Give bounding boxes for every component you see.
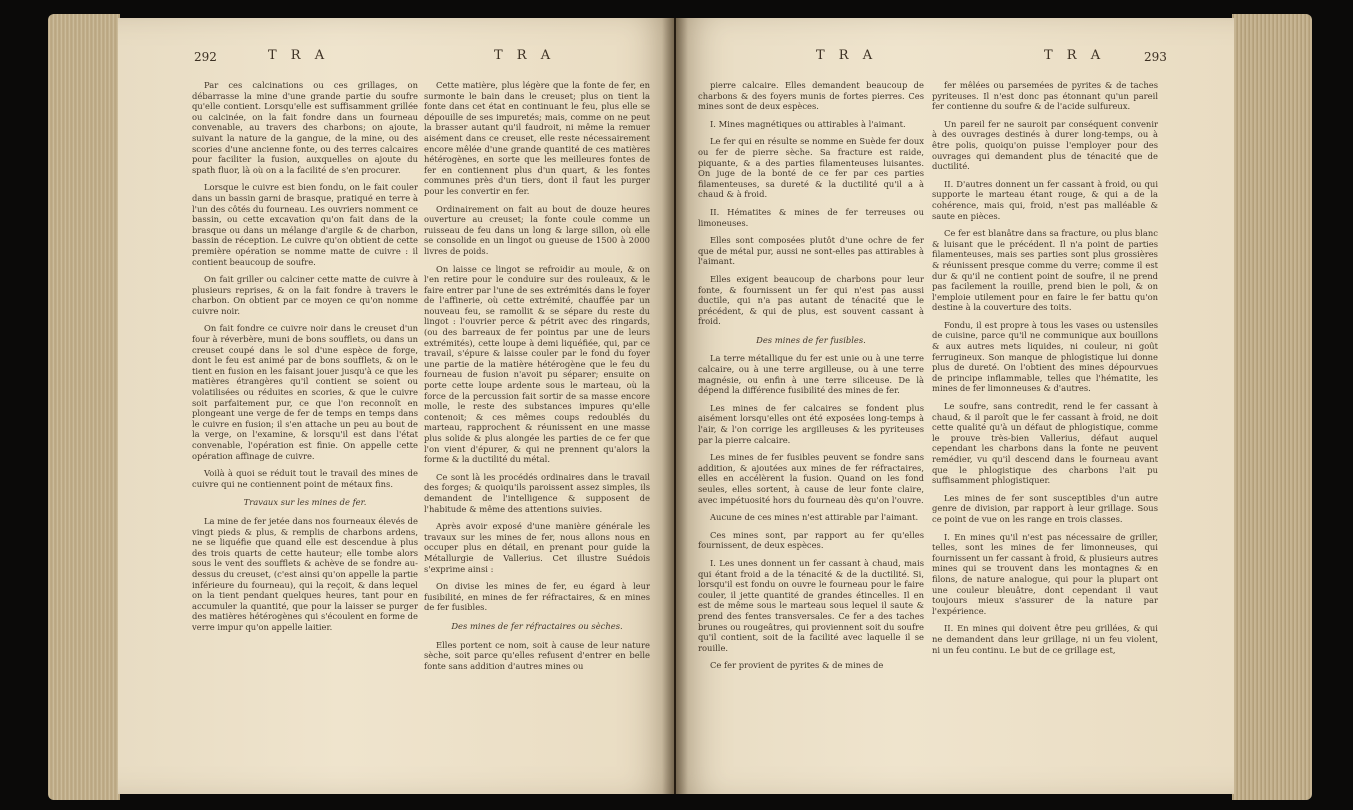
paragraph: Ce fer est blanâtre dans sa fracture, ou plus blanc & luisant que le précédent. Il n'a point de parties filamenteuses, mais ses parties sont plus grossières & réunissent presque comme du verre; comme il est dur & qu'il ne contient point de soufre, il ne prend pas facilement la rouille, prend bien le poli, & on l'emploie utilement pour en faire le fer battu qu'on destine à la couverture des toits. bbox=[932, 228, 1158, 313]
running-head: T R A bbox=[1044, 48, 1106, 63]
paragraph: Fondu, il est propre à tous les vases ou ustensiles de cuisine, parce qu'il ne communique aux bouillons & aux autres mets liquides, ni couleur, ni goût ferrugineux. Son manque de phlogistique lui donne plus de dureté. On l'obtient des mines dépourvues de principe inflammable, telles que l'hématite, les mines de fer limonneuses & d'autres. bbox=[932, 319, 1158, 394]
section-heading: Des mines de fer réfractaires ou sèches. bbox=[451, 620, 623, 631]
left-page bbox=[118, 18, 674, 794]
paragraph: pierre calcaire. Elles demandent beaucoup de charbons & des foyers munis de fortes pierres. Ces mines sont de deux espèces. bbox=[698, 80, 924, 112]
section-heading: Travaux sur les mines de fer. bbox=[243, 497, 367, 508]
running-head: T R A bbox=[494, 48, 556, 63]
paragraph: On divise les mines de fer, eu égard à leur fusibilité, en mines de fer réfractaires, & en mines de fer fusibles. bbox=[424, 581, 650, 613]
paragraph: Ce fer provient de pyrites & de mines de bbox=[710, 660, 884, 671]
paragraph: I. Les unes donnent un fer cassant à chaud, mais qui étant froid a de la ténacité & de la ductilité. Si, lorsqu'il est fondu on ouvre le fourneau pour le faire couler, il jette quantité de grandes étincelles. Il en est de même sous le marteau sous lequel il saute & prend des fentes transversales. Ce fer a des taches brunes ou rougeâtres, qui proviennent soit du soufre qu'il contient, soit de la facilité avec laquelle il se rouille. bbox=[698, 557, 924, 653]
page-number: 293 bbox=[1144, 50, 1167, 64]
paragraph: Elles sont composées plutôt d'une ochre de fer que de métal pur, aussi ne sont-elles pas attirables à l'aimant. bbox=[698, 235, 924, 267]
paragraph: Ce sont là les procédés ordinaires dans le travail des forges; & quoiqu'ils paroissent assez simples, ils demandent de l'intelligence & supposent de l'habitude & même des attentions suivies. bbox=[424, 471, 650, 514]
paragraph: Elles exigent beaucoup de charbons pour leur fonte, & fournissent un fer qui n'est pas aussi ductile, qui n'a pas autant de ténacité que le précédent, & qui de plus, est souvent cassant à froid. bbox=[698, 273, 924, 327]
text-column-1 bbox=[698, 80, 924, 780]
paragraph: fer mêlées ou parsemées de pyrites & de taches pyriteuses. Il n'est donc pas étonnant qu'un pareil fer contienne du soufre & de l'acide sulfureux. bbox=[932, 80, 1158, 112]
paragraph: On fait griller ou calciner cette matte de cuivre à plusieurs reprises, & on la fait fondre à travers le charbon. On obtient par ce moyen ce qu'on nomme cuivre noir. bbox=[192, 274, 418, 316]
paragraph: II. Hématites & mines de fer terreuses ou limoneuses. bbox=[698, 206, 924, 228]
running-head: T R A bbox=[816, 48, 878, 63]
paragraph: Voilà à quoi se réduit tout le travail des mines de cuivre qui ne contiennent point de métaux fins. bbox=[192, 468, 418, 489]
paragraph: Cette matière, plus légère que la fonte de fer, en surmonte le bain dans le creuset; plus on tient la fonte dans cet état en continuant le feu, plus elle se dépouille de ses impuretés; mais, comme on ne peut la brasser autant qu'il faudroit, ni même la remuer aisément dans ce creuset, elle reste nécessairement encore mêlée d'une grande quantité de ces matières hétérogènes, en sorte que les meilleures fontes de fer en contiennent plus d'un quart, & les fontes communes près d'un tiers, dont il faut les purger pour les convertir en fer. bbox=[424, 80, 650, 196]
paragraph: Ordinairement on fait au bout de douze heures ouverture au creuset; la fonte coule comme un ruisseau de feu dans un long & large sillon, où elle se consolide en un lingot ou gueuse de 1500 à 2000 livres de poids. bbox=[424, 203, 650, 256]
paragraph: Lorsque le cuivre est bien fondu, on le fait couler dans un bassin garni de brasque, pratiqué en terre à l'un des côtés du fourneau. Les ouvriers nomment ce bassin, ou cette excavation qu'on fait dans de la brasque ou dans un mélange d'argile & de charbon, bassin de réception. Le cuivre qu'on obtient de cette première opération se nomme matte de cuivre : il contient beaucoup de soufre. bbox=[192, 182, 418, 267]
book-gutter bbox=[662, 18, 688, 794]
section-heading: Des mines de fer fusibles. bbox=[756, 334, 866, 345]
paragraph: On laisse ce lingot se refroidir au moule, & on l'en retire pour le conduire sur des rouleaux, & le faire entrer par l'une de ses extrémités dans le foyer de l'affinerie, où cette extrémité, chauffée par un nouveau feu, se ramollit & se sépare du reste du lingot : l'ouvrier perce & pétrit avec des ringards, (ou des barreaux de fer pointus par une de leurs extrémités), cette loupe à demi liquéfiée, qui, par ce travail, s'épure & laisse couler par le fond du foyer une partie de la matière hétérogène que le feu du fourneau de fusion n'avoit pu séparer; ensuite on porte cette loupe ardente sous le marteau, où la force de la percussion fait sortir de sa masse encore molle, le reste des substances impures qu'elle contenoit; & ces mêmes coups redoublés du marteau, rapprochent & réunissent en une masse plus solide & plus alongée les parties de ce fer que l'on vient d'épurer, & qui ne prennent qu'alors la forme & la ductilité du métal. bbox=[424, 263, 650, 465]
text-column-2 bbox=[932, 80, 1158, 780]
right-page bbox=[676, 18, 1234, 794]
paragraph: Les mines de fer calcaires se fondent plus aisément lorsqu'elles ont été exposées long-temps à l'air, & l'on corrige les argilleuses & les pyriteuses par la pierre calcaire. bbox=[698, 402, 924, 445]
paragraph: La terre métallique du fer est unie ou à une terre calcaire, ou à une terre argilleuse, ou à une terre magnésie, ou enfin à une terre siliceuse. De là dépend la différence fusibilité des mines de fer. bbox=[698, 353, 924, 396]
paragraph: Aucune de ces mines n'est attirable par l'aimant. bbox=[710, 512, 919, 523]
paragraph: Les mines de fer sont susceptibles d'un autre genre de division, par rapport à leur grillage. Sous ce point de vue on les range en trois classes. bbox=[932, 492, 1158, 524]
paragraph: I. Mines magnétiques ou attirables à l'aimant. bbox=[710, 118, 906, 129]
text-column-1 bbox=[192, 80, 418, 780]
paragraph: Le soufre, sans contredit, rend le fer cassant à chaud, & il paroît que le fer cassant à froid, ne doit cette qualité qu'à un défaut de phlogistique, comme le prouve très-bien Vallerius, défaut auquel cependant les charbons dans la fonte ne peuvent remédier, vu qu'il descend dans le fourneau avant que le phlogistique des charbons l'ait pu suffisamment phlogistiquer. bbox=[932, 401, 1158, 486]
paragraph: Un pareil fer ne sauroit par conséquent convenir à des ouvrages destinés à durer long-temps, ou à être polis, quoiqu'on puisse l'employer pour des ouvrages qui demandent plus de ténacité que de ductilité. bbox=[932, 118, 1158, 172]
paragraph: Ces mines sont, par rapport au fer qu'elles fournissent, de deux espèces. bbox=[698, 529, 924, 551]
paragraph: On fait fondre ce cuivre noir dans le creuset d'un four à réverbère, muni de bons soufflets, ou dans un creuset coupé dans le sol d'une espèce de forge, dont le feu est animé par de bons soufflets, & on le tient en fusion en les faisant jouer jusqu'à ce que les matières étrangères qu'il contient se soient ou volatilisées ou réduites en scories, & que le cuivre soit parfaitement pur, ce que l'on reconnoît en plongeant une verge de fer de temps en temps dans le cuivre en fusion; il s'en attache un peu au bout de la verge, on l'examine, & lorsqu'il est dans l'état convenable, l'opération est finie. On appelle cette opération affinage de cuivre. bbox=[192, 323, 418, 461]
paragraph: La mine de fer jetée dans nos fourneaux élevés de vingt pieds & plus, & remplis de charbons ardens, ne se liquéfie que quand elle est descendue à plus des trois quarts de cette hauteur; elle tombe alors sous le vent des soufflets & achève de se fondre au-dessus du creuset, (c'est ainsi qu'on appelle la partie inférieure du fourneau), qui la reçoit, & dans lequel on la tient pendant quelques heures, tant pour en accumuler la quantité, que pour la laisser se purger des matières hétérogènes qui s'écoulent en forme de verre impur qu'on appelle laitier. bbox=[192, 515, 418, 632]
paragraph: II. D'autres donnent un fer cassant à froid, ou qui supporte le marteau étant rouge, & qui a de la cohérence, mais qui, froid, n'est pas malléable & saute en pièces. bbox=[932, 178, 1158, 221]
paragraph: II. En mines qui doivent être peu grillées, & qui ne demandent dans leur grillage, ni un feu violent, ni un feu continu. Le but de ce grillage est, bbox=[932, 623, 1158, 655]
paragraph: I. En mines qu'il n'est pas nécessaire de griller, telles, sont les mines de fer limonneuses, qui fournissent un fer cassant à froid, & plusieurs autres mines qui se trouvent dans les montagnes & en filons, de nature analogue, qui pour la plupart ont une couleur bleuâtre, dont cependant il vaut toujours mieux s'assurer de la nature par l'expérience. bbox=[932, 531, 1158, 616]
text-column-2 bbox=[424, 80, 650, 780]
paragraph: Les mines de fer fusibles peuvent se fondre sans addition, & ajoutées aux mines de fer réfractaires, elles en accélèrent la fusion. Quand on les fond seules, elles sortent, à cause de leur fonte claire, avec impétuosité hors du fourneau dès qu'on l'ouvre. bbox=[698, 452, 924, 505]
paragraph: Par ces calcinations ou ces grillages, on débarrasse la mine d'une grande partie du soufre qu'elle contient. Lorsqu'elle est suffisamment grillée ou calcinée, on la fait fondre dans un fourneau convenable, au travers des charbons; on ajoute, suivant la nature de la gangue, de la mine, ou des scories d'une ancienne fonte, ou des terres calcaires pour faciliter la fusion, auxquelles on ajoute du spath fluor, là où on a la facilité de s'en procurer. bbox=[192, 80, 418, 175]
book-edge-right bbox=[1232, 14, 1312, 800]
paragraph: Après avoir exposé d'une manière générale les travaux sur les mines de fer, nous allons nous en occuper plus en détail, en prenant pour guide la Métallurgie de Vallerius. Cet illustre Suédois s'exprime ainsi : bbox=[424, 521, 650, 574]
running-head: T R A bbox=[268, 48, 330, 63]
paragraph: Le fer qui en résulte se nomme en Suède fer doux ou fer de pierre sèche. Sa fracture est raide, piquante, & a des parties filamenteuses luisantes. On juge de la bonté de ce fer par ces parties filamenteuses, sa dureté & la ductilité qu'il a à chaud & à froid. bbox=[698, 136, 924, 200]
paragraph: Elles portent ce nom, soit à cause de leur nature sèche, soit parce qu'elles refusent d'entrer en belle fonte sans addition d'autres mines ou bbox=[424, 639, 650, 671]
page-number: 292 bbox=[194, 50, 217, 64]
book-edge-left bbox=[48, 14, 120, 800]
